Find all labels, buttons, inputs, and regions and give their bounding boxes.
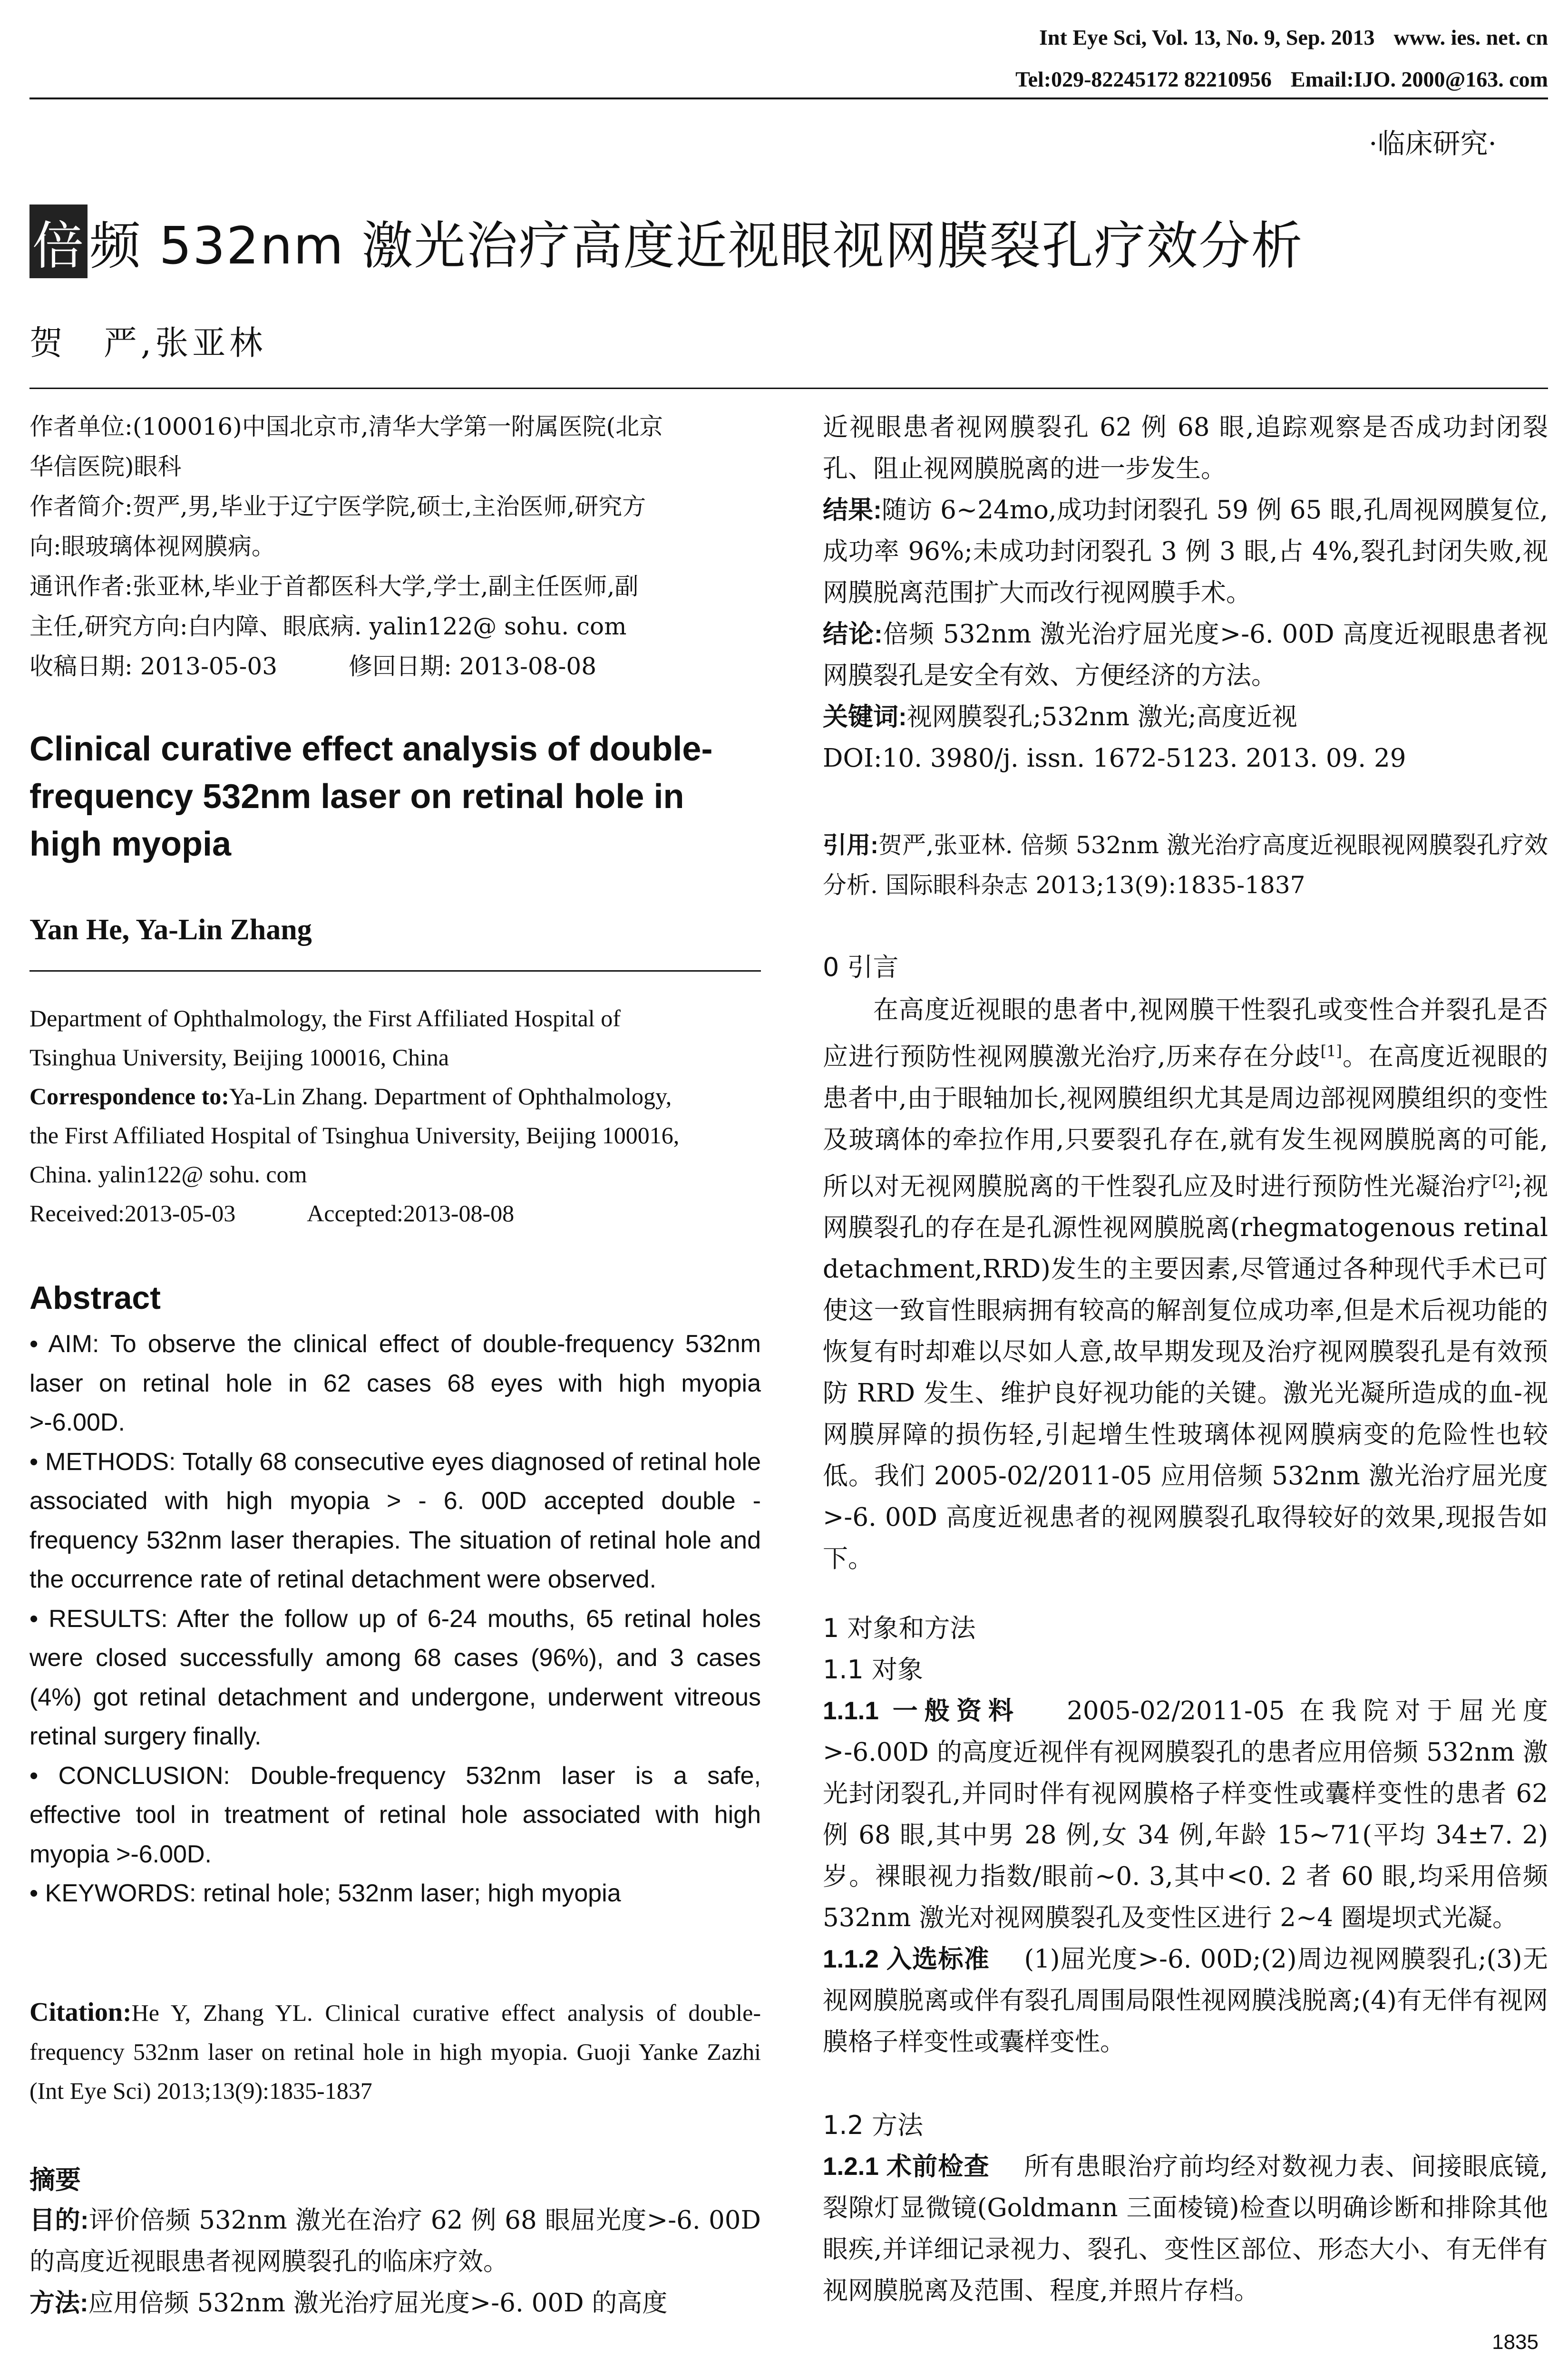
cn-method-cont: 近视眼患者视网膜裂孔 62 例 68 眼,追踪观察是否成功封闭裂孔、阻止视网膜脱离的进一步发生。 <box>823 413 1548 483</box>
journal-email: Email:IJO. 2000@163. com <box>1290 67 1548 91</box>
cn-abstract-right <box>823 407 1548 779</box>
cn-citation <box>823 825 1548 905</box>
dept-line: Tsinghua University, Beijing 100016, China <box>29 1044 449 1071</box>
abstract-results: • RESULTS: After the follow up of 6-24 mouths, 65 retinal holes were closed successfully among 68 cases (96%), and 3 cases (4%) got retinal detachment and undergone, underwent vitreous retinal surgery finally. <box>29 1605 761 1750</box>
cn-method-text: 应用倍频 532nm 激光治疗屈光度>-6. 00D 的高度 <box>88 2289 668 2318</box>
cn-aim-text: 评价倍频 532nm 激光在治疗 62 例 68 眼屈光度>-6. 00D 的高度近视眼患者视网膜裂孔的临床疗效。 <box>29 2206 761 2276</box>
ref-1: [1] <box>1320 1042 1342 1060</box>
affiliation-block <box>29 407 761 686</box>
section-tag: ·临床研究· <box>1369 127 1497 160</box>
title-rest: 频 532nm 激光治疗高度近视眼视网膜裂孔疗效分析 <box>89 216 1304 276</box>
section-1-1-2-text: (1)屈光度>-6. 00D;(2)周边视网膜裂孔;(3)无视网膜脱离或伴有裂孔周围局限性视网膜浅脱离;(4)有无伴有视网膜格子样变性或囊样变性。 <box>823 1945 1548 2056</box>
citation-en <box>29 1993 761 2110</box>
correspondence-label: Correspondence to: <box>29 1083 229 1110</box>
section-1-2-body <box>823 2146 1548 2311</box>
journal-header-line1 <box>1020 25 1548 50</box>
intro-text-3: ;视网膜裂孔的存在是孔源性视网膜脱离(rhegmatogenous retinal detachment,RRD)发生的主要因素,尽管通过各种现代手术已可使这一致盲性眼病拥有较高的解剖复位成功率,但是术后视功能的恢复有时却难以尽如人意,故早期发现及治疗视网膜裂孔是有效预防 RRD 发生、维护良好视功能的关键。激光光凝所造成的血-视网膜屏障的损伤轻,引起增生性玻璃体视网膜病变的危险性也较低。我们 2005-02/2011-05 应用倍频 532nm 激光治疗屈光度>-6. 00D 高度近视患者的视网膜裂孔取得较好的效果,现报告如下。 <box>823 1172 1548 1574</box>
section-1-heading: 1 对象和方法 <box>823 1613 976 1643</box>
cn-abstract-heading: 摘要 <box>29 2165 81 2195</box>
section-1-2-1-text: 所有患眼治疗前均经对数视力表、间接眼底镜,裂隙灯显微镜(Goldmann 三面棱镜)检查以明确诊断和排除其他眼疾,并详细记录视力、裂孔、变性区部位、形态大小、有无伴有视网膜脱离及范围、程度,并照片存档。 <box>823 2152 1548 2305</box>
intro-text-1: 在高度近视眼的患者中,视网膜干性裂孔或变性合并裂孔是否应进行预防性视网膜激光治疗,历来存在分歧 <box>823 995 1548 1072</box>
cn-citation-text: 贺严,张亚林. 倍频 532nm 激光治疗高度近视眼视网膜裂孔疗效分析. 国际眼科杂志 2013;13(9):1835-1837 <box>823 831 1549 899</box>
cn-result <box>823 489 1548 614</box>
citation-label: Citation: <box>29 1997 132 2027</box>
cn-keywords-text: 视网膜裂孔;532nm 激光;高度近视 <box>906 702 1297 731</box>
affil-line: 收稿日期: 2013-05-03 修回日期: 2013-08-08 <box>29 653 597 680</box>
section-1-1-2-label: 1.1.2 入选标准 <box>823 1945 990 1973</box>
cn-abstract-left <box>29 2200 761 2324</box>
intro-body <box>823 989 1548 1579</box>
corr-line: China. yalin122@ sohu. com <box>29 1161 307 1188</box>
abstract-methods: • METHODS: Totally 68 consecutive eyes diagnosed of retinal hole associated with high myopia > - 6. 00D accepted double - frequency 532nm laser therapies. The situation of retinal hole and the occurrence rate of retinal detachment were observed. <box>29 1448 761 1593</box>
journal-citation: Int Eye Sci, Vol. 13, No. 9, Sep. 2013 <box>1039 25 1375 49</box>
received-accepted: Received:2013-05-03 Accepted:2013-08-08 <box>29 1200 515 1227</box>
title-first-char: 倍 <box>29 205 88 278</box>
cn-citation-label: 引用: <box>823 832 878 858</box>
ref-2: [2] <box>1492 1171 1514 1190</box>
cn-result-text: 随访 6~24mo,成功封闭裂孔 59 例 65 眼,孔周视网膜复位,成功率 96%;未成功封闭裂孔 3 例 3 眼,占 4%,裂孔封闭失败,视网膜脱离范围扩大而改行视网膜手术。 <box>823 496 1548 607</box>
cn-conclusion <box>823 614 1548 696</box>
abstract-heading: Abstract <box>29 1280 161 1316</box>
affil-line: 主任,研究方向:白内障、眼底病. yalin122@ sohu. com <box>29 613 627 640</box>
abstract-conclusion: • CONCLUSION: Double-frequency 532nm laser is a safe, effective tool in treatment of retinal hole associated with high myopia >-6.00D. <box>29 1762 761 1868</box>
abstract-body <box>29 1325 761 1913</box>
cn-keywords-label: 关键词: <box>823 703 907 731</box>
cn-result-label: 结果: <box>823 496 882 524</box>
header-rule <box>29 97 1548 99</box>
intro-heading: 0 引言 <box>823 952 899 982</box>
journal-header-line2 <box>996 67 1548 92</box>
cn-method <box>29 2282 761 2324</box>
corr-line: Ya-Lin Zhang. Department of Ophthalmology, <box>229 1083 672 1110</box>
corr-line: the First Affiliated Hospital of Tsinghua University, Beijing 100016, <box>29 1122 680 1149</box>
journal-tel: Tel:029-82245172 82210956 <box>1015 67 1272 91</box>
cn-keywords <box>823 696 1548 738</box>
doi: DOI:10. 3980/j. issn. 1672-5123. 2013. 09. 29 <box>823 744 1406 773</box>
intro-text-2: 。在高度近视眼的患者中,由于眼轴加长,视网膜组织尤其是周边部视网膜组织的变性及玻璃体的牵拉作用,只要裂孔存在,就有发生视网膜脱离的可能,所以对无视网膜脱离的干性裂孔应及时进行预防性光凝治疗 <box>823 1042 1548 1201</box>
cn-aim-label: 目的: <box>29 2206 89 2234</box>
section-1-1-1 <box>823 1690 1548 1939</box>
abstract-aim: • AIM: To observe the clinical effect of double-frequency 532nm laser on retinal hole in 62 cases 68 eyes with high myopia >-6.00D. <box>29 1330 761 1436</box>
english-title: Clinical curative effect analysis of double-frequency 532nm laser on retinal hole in high myopia <box>29 730 713 863</box>
affil-line: 向:眼玻璃体视网膜病。 <box>29 533 275 560</box>
section-1-2-1 <box>823 2146 1548 2311</box>
section-1-2-1-label: 1.2.1 术前检查 <box>823 2153 990 2181</box>
cn-aim <box>29 2200 761 2282</box>
affil-line: 通讯作者:张亚林,毕业于首都医科大学,学士,副主任医师,副 <box>29 573 639 600</box>
section-1-1-heading: 1.1 对象 <box>823 1655 924 1685</box>
dept-line: Department of Ophthalmology, the First Affiliated Hospital of <box>29 1005 621 1032</box>
journal-website: www. ies. net. cn <box>1393 25 1548 49</box>
affil-line: 作者单位:(100016)中国北京市,清华大学第一附属医院(北京 <box>29 413 663 440</box>
section-1-1-2 <box>823 1939 1548 2063</box>
affil-line: 作者简介:贺严,男,毕业于辽宁医学院,硕士,主治医师,研究方 <box>29 493 646 520</box>
affil-line: 华信医院)眼科 <box>29 453 182 480</box>
correspondence <box>29 1077 761 1116</box>
section-1-2-heading: 1.2 方法 <box>823 2110 924 2140</box>
authors-rule <box>29 388 1548 389</box>
cn-method-label: 方法: <box>29 2289 88 2317</box>
cn-conclusion-text: 倍频 532nm 激光治疗屈光度>-6. 00D 高度近视眼患者视网膜裂孔是安全有效、方便经济的方法。 <box>823 620 1548 690</box>
english-affiliation <box>29 999 761 1233</box>
section-1-1-1-label: 1.1.1 一般资料 <box>823 1697 1021 1725</box>
section-1-1-1-text: 2005-02/2011-05 在我院对于屈光度>-6.00D 的高度近视伴有视网膜裂孔的患者应用倍频 532nm 激光封闭裂孔,并同时伴有视网膜格子样变性或囊样变性的患者 62 例 68 眼,其中男 28 例,女 34 例,年龄 15~71(平均 34±7. 2)岁。裸眼视力指数/眼前~0. 3,其中<0. 2 者 60 眼,均采用倍频 532nm 激光对视网膜裂孔及变性区进行 2~4 圈堤坝式光凝。 <box>823 1696 1548 1932</box>
page-number: 1835 <box>1492 2330 1539 2354</box>
authors-cn: 贺 严,张亚林 <box>29 323 267 362</box>
cn-conclusion-label: 结论: <box>823 620 883 648</box>
english-authors: Yan He, Ya-Lin Zhang <box>29 914 312 946</box>
abstract-keywords: • KEYWORDS: retinal hole; 532nm laser; high myopia <box>29 1880 621 1907</box>
english-authors-rule <box>29 970 761 972</box>
section-1-1-body <box>823 1690 1548 2063</box>
citation-text: He Y, Zhang YL. Clinical curative effect analysis of double-frequency 532nm laser on retinal hole in high myopia. Guoji Yanke Zazhi (Int Eye Sci) 2013;13(9):1835-1837 <box>29 1999 761 2104</box>
article-title <box>29 205 1303 278</box>
